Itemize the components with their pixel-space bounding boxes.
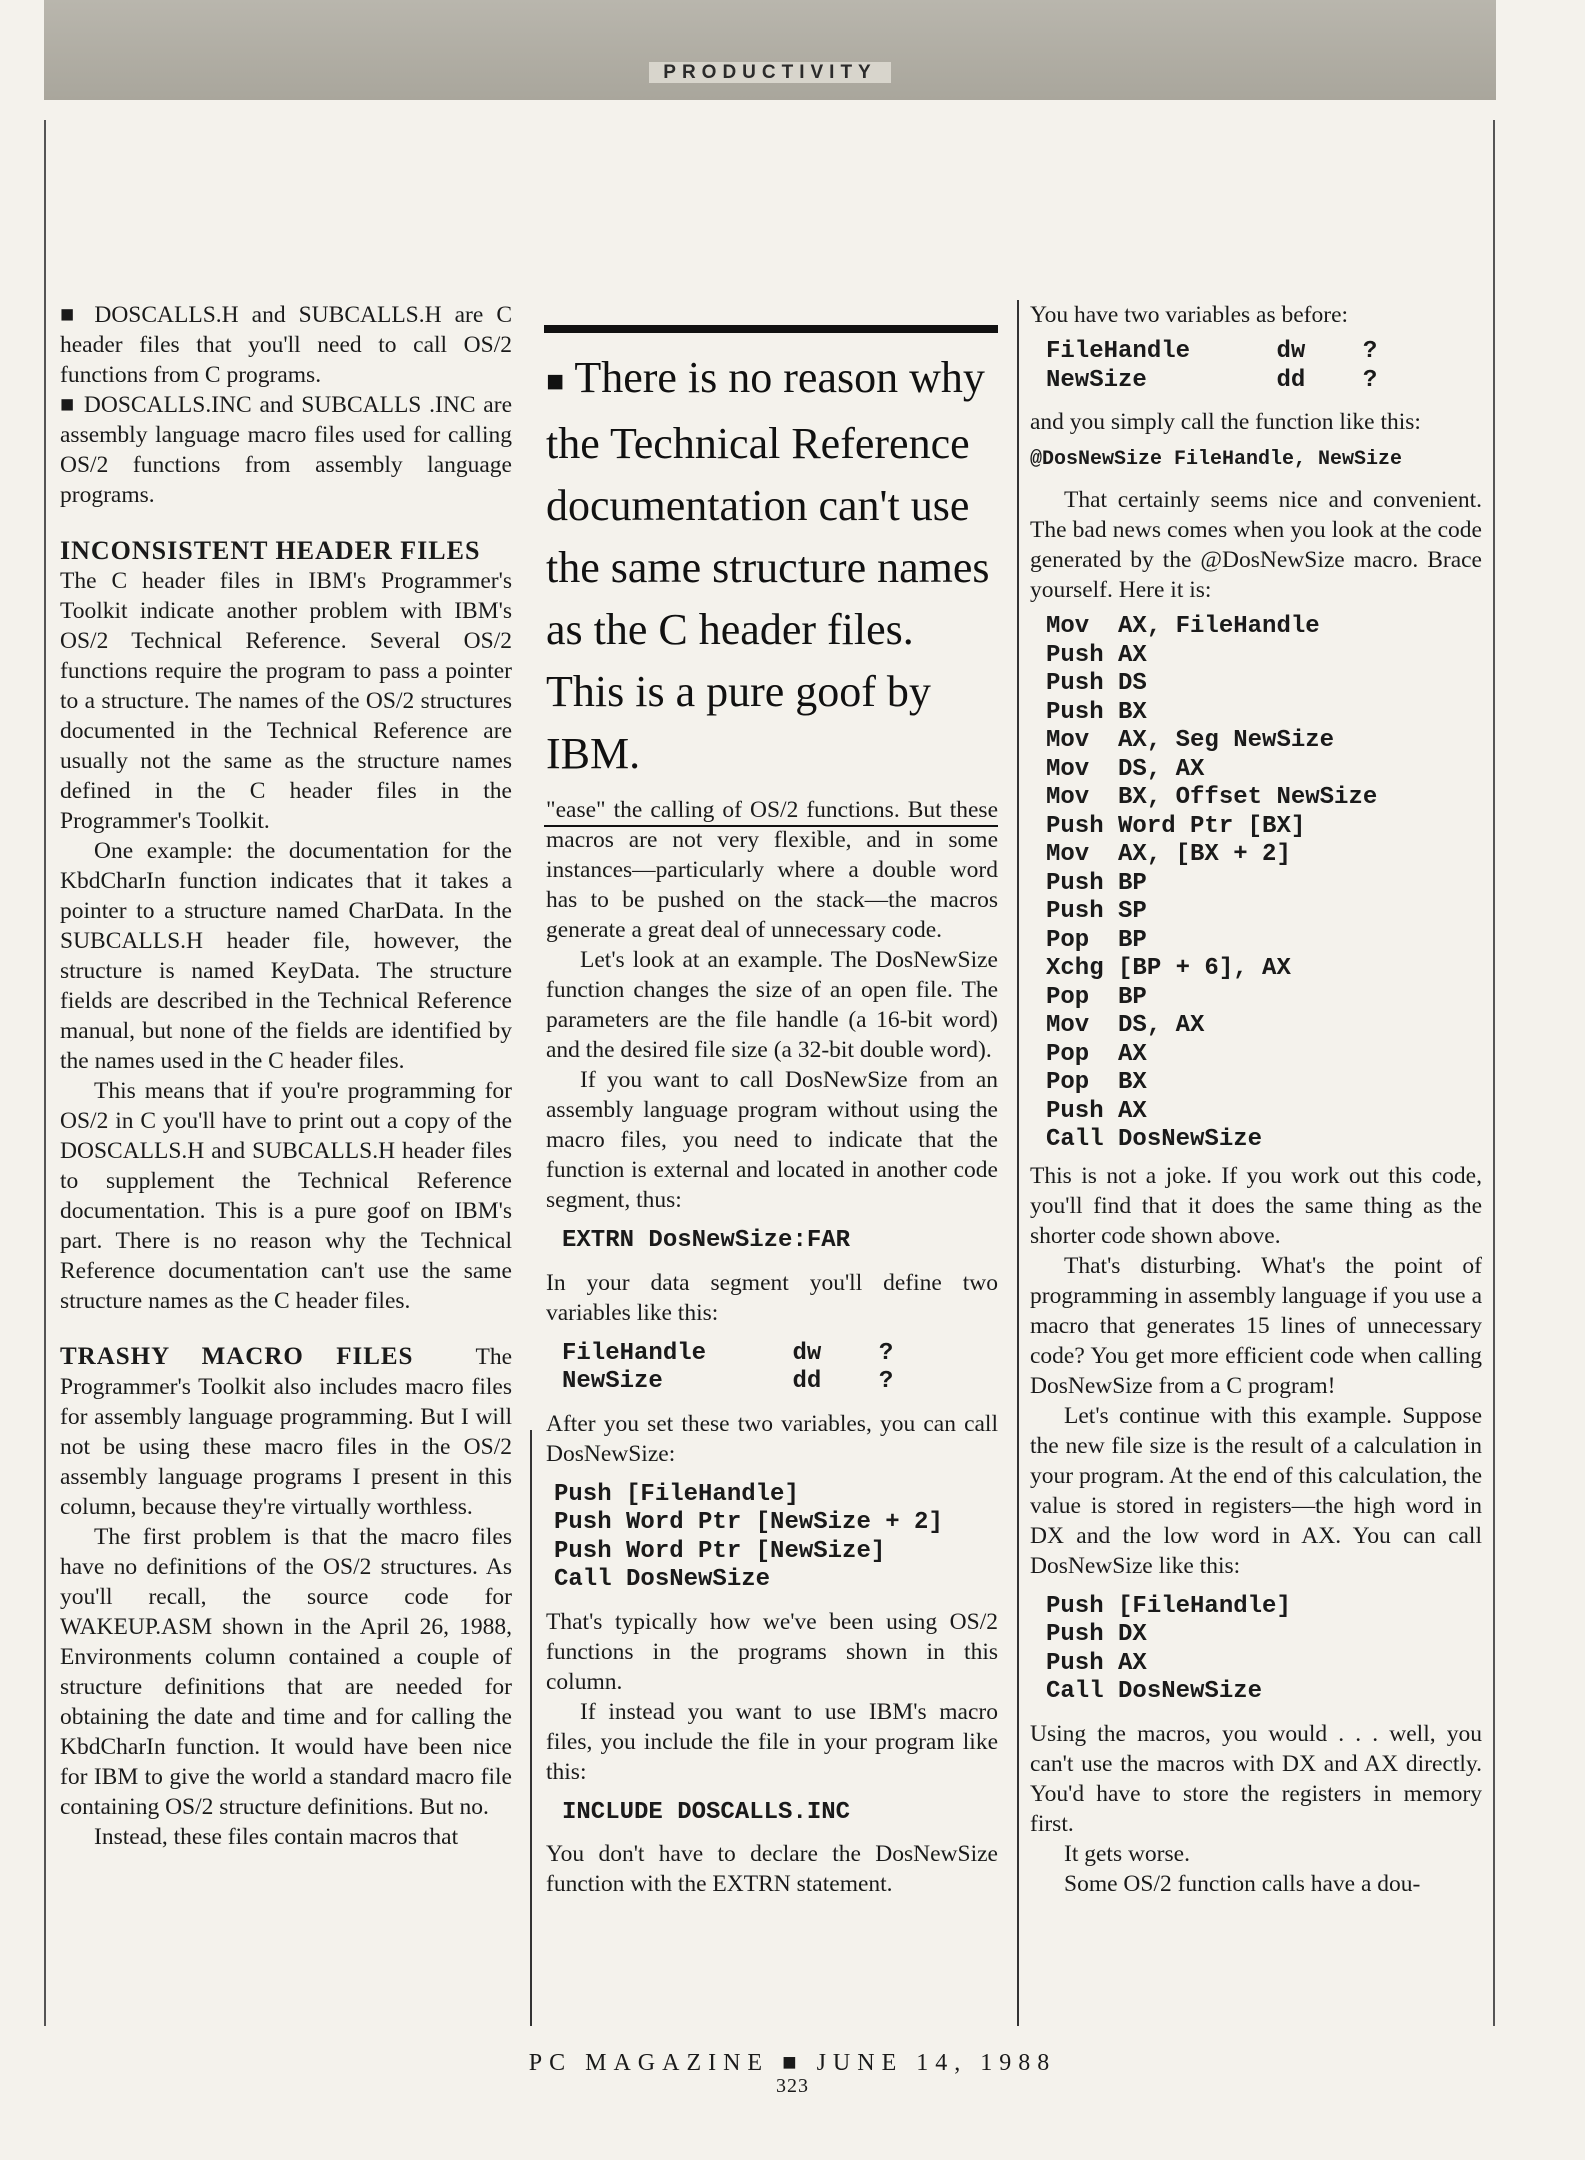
paragraph: You don't have to declare the DosNewSize function with the EXTRN statement. [546,1841,998,1897]
frame-left-rule [44,120,46,2026]
magazine-issue: PC MAGAZINE ■ JUNE 14, 1988 [528,2050,1057,2076]
code-block: @DosNewSize FileHandle, NewSize [1030,448,1403,471]
paragraph: That's disturbing. What's the point of programming in assembly language if you use a macro that generates 15 lines of unnecessary code? You get more efficient code when calling DosNewSize from a C program! [1030,1252,1482,1399]
code-block: EXTRN DosNewSize:FAR [562,1227,851,1254]
paragraph: This means that if you're programming for OS/2 in C you'll have to print out a copy of the DOSCALLS.H and SUBCALLS.H header files to supplement the Technical Reference documentation. This is a pure goof on IBM's part. There is no reason why the Technical Reference documentation can't use the same structure names as the C header files. [60,1078,512,1314]
column-3 [1030,300,1482,1899]
code-block: Push [FileHandle] Push DX Push AX Call DosNewSize [1046,1592,1291,1705]
paragraph: If you want to call DosNewSize from an assembly language program without using the macro files, you need to indicate that the function is external and located in another code segment, thus: [546,1067,998,1213]
pull-quote-text: There is no reason why the Technical Reference documentation can't use the same structure names as the C header files. This is a pure goof by IBM. [546,353,990,778]
paragraph: Instead, these files contain macros that [94,1824,459,1850]
paragraph: Using the macros, you would . . . well, you can't use the macros with DX and AX directly. You'd have to store the registers in memory first. [1030,1720,1482,1837]
code-block: Push [FileHandle] Push Word Ptr [NewSize + 2] Push Word Ptr [NewSize] Call DosNewSize [554,1480,943,1593]
paragraph: The C header files in IBM's Programmer's Toolkit indicate another problem with IBM's OS/2 Technical Reference. Several OS/2 functions require the program to pass a pointer to a structure. The names of the OS/2 structures documented in the Technical Reference are usually not the same as the structure names defined in the C header files in the Programmer's Toolkit. [60,568,512,834]
paragraph: If instead you want to use IBM's macro files, you include the file in your program like this: [546,1698,998,1785]
paragraph: Some OS/2 function calls have a dou- [1064,1870,1421,1897]
paragraph: That certainly seems nice and convenient. The bad news comes when you look at the code generated by the @DosNewSize macro. Brace yourself. Here it is: [1030,487,1482,603]
page-footer [0,2050,1585,2098]
code-block: FileHandle dw ? NewSize dd ? [562,1339,894,1395]
column-rule-1 [530,1430,532,2026]
paragraph: "ease" the calling of OS/2 functions. But these macros are not very flexible, and in some instances—particularly where a double word has to be pushed on the stack—the macros generate a great deal of unnecessary code. [546,797,998,943]
column-1 [60,300,512,1852]
column-2 [546,795,998,1899]
paragraph: and you simply call the function like this: [1030,409,1421,435]
paragraph: That's typically how we've been using OS/2 functions in the programs shown in this column. [546,1608,998,1695]
paragraph: It gets worse. [1064,1840,1190,1867]
paragraph: In your data segment you'll define two variables like this: [546,1269,998,1326]
section-label: PRODUCTIVITY [44,62,1496,84]
paragraph [60,1342,512,1522]
code-block: FileHandle dw ? NewSize dd ? [1046,338,1378,394]
paragraph-text: The Programmer's Toolkit also includes macro files for assembly language programming. But I will not be using these macro files in the OS/2 assembly language programs I present in this column, because they're virtually worthless. [60,1344,513,1520]
header-band [44,0,1496,100]
paragraph: The first problem is that the macro files have no definitions of the OS/2 structures. As you'll recall, the source code for WAKEUP.ASM shown in the April 26, 1988, Environments column contained a couple of structure definitions that are needed for obtaining the date and time and for calling the KbdCharIn function. It would have been nice for IBM to give the world a standard macro file containing OS/2 structure definitions. But no. [60,1524,512,1820]
paragraph: You have two variables as before: [1030,302,1349,328]
paragraph: ■ DOSCALLS.H and SUBCALLS.H are C header files that you'll need to call OS/2 functions from C programs. [60,300,512,390]
column-rule-2 [1017,300,1019,2026]
paragraph: This is not a joke. If you work out this code, you'll find that it does the same thing as the shorter code shown above. [1030,1162,1482,1249]
code-block: INCLUDE DOSCALLS.INC [562,1798,851,1826]
code-block: Mov AX, FileHandle Push AX Push DS Push BX Mov AX, Seg NewSize Mov DS, AX Mov BX, Offset NewSize Push Word Ptr [BX] Mov AX, [BX + 2] Push BP Push SP Pop BP Xchg [BP + 6], AX Pop BP Mov DS, AX Pop AX Pop BX Push AX Call DosNewSize [1046,613,1378,1153]
paragraph: ■ DOSCALLS.INC and SUBCALLS .INC are assembly language macro files used for calling OS/2 functions from assembly language programs. [60,390,512,510]
paragraph: One example: the documentation for the KbdCharIn function indicates that it takes a pointer to a structure named CharData. In the SUBCALLS.H header file, however, the structure is named KeyData. The structure fields are described in the Technical Reference manual, but none of the fields are identified by the names used in the C header files. [60,838,512,1074]
pull-quote [544,325,998,827]
paragraph: Let's look at an example. The DosNewSize function changes the size of an open file. The parameters are the file handle (a 16-bit word) and the desired file size (a 32-bit double word). [546,947,998,1063]
section-heading: TRASHY MACRO FILES [60,1343,414,1370]
bullet-mark: ■ [546,364,565,398]
frame-right-rule [1493,120,1495,2026]
section-heading: INCONSISTENT HEADER FILES [60,536,481,565]
page-number: 323 [776,2075,809,2097]
paragraph: After you set these two variables, you can call DosNewSize: [546,1410,998,1467]
paragraph: Let's continue with this example. Suppose the new file size is the result of a calculation in your program. At the end of this calculation, the value is stored in registers—the high word in DX and the low word in AX. You can call DosNewSize like this: [1030,1402,1482,1579]
